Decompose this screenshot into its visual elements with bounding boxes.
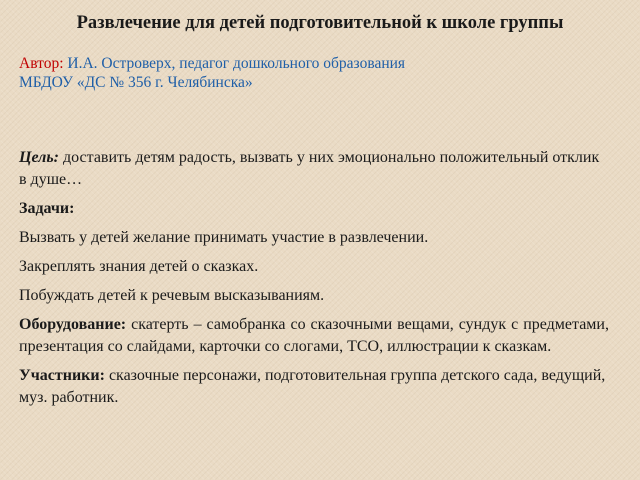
task-item: Побуждать детей к речевым высказываниям. — [19, 287, 325, 304]
tasks-label: Задачи: — [19, 200, 75, 217]
task-item: Вызвать у детей желание принимать участие в развлечении. — [19, 229, 429, 246]
participants-text: сказочные персонажи, подготовительная группа детского сада, ведущий, муз. работник. — [19, 367, 606, 406]
equipment-label: Оборудование: — [19, 316, 127, 333]
participants-paragraph — [19, 365, 609, 409]
author-name: И.А. Островерх, педагог дошкольного образования — [63, 55, 406, 72]
equipment-text: скатерть – самобранка со сказочными вещами, сундук с предметами, презентация со слайдами, карточки со слогами, ТСО, иллюстрации к сказкам. — [19, 316, 609, 355]
slide-title: Развлечение для детей подготовительной к школе группы — [76, 13, 564, 33]
author-label: Автор: — [19, 55, 64, 72]
task-item: Закреплять знания детей о сказках. — [19, 258, 259, 275]
slide-body — [19, 147, 609, 416]
author-organization: МБДОУ «ДС № 356 г. Челябинска» — [19, 74, 253, 91]
author-line — [19, 54, 619, 73]
equipment-paragraph — [19, 314, 609, 358]
goal-label: Цель: — [19, 149, 59, 166]
goal-paragraph — [19, 147, 609, 191]
goal-text: доставить детям радость, вызвать у них эмоционально положительный отклик в душе… — [19, 149, 600, 188]
author-block — [19, 54, 619, 92]
participants-label: Участники: — [19, 367, 105, 384]
